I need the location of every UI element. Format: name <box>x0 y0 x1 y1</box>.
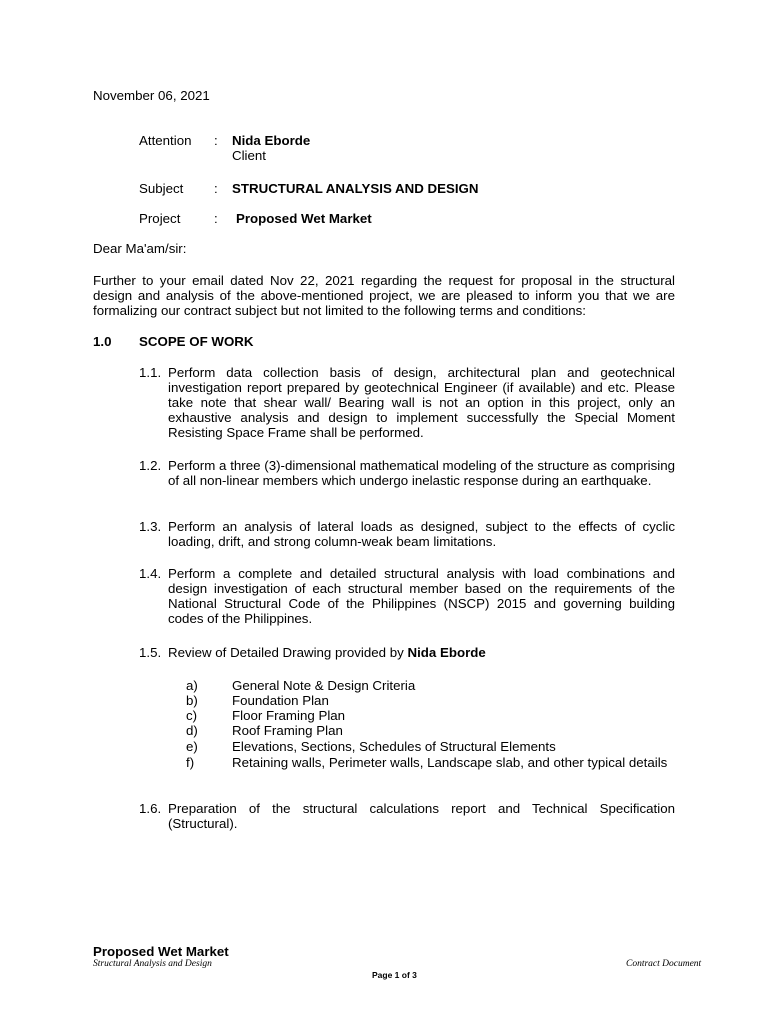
item-number: 1.4. <box>139 566 162 581</box>
subitem-letter: d) <box>186 723 198 738</box>
item-text: Preparation of the structural calculations report and Technical Specification (Structural). <box>168 801 675 831</box>
attention-label: Attention <box>139 133 192 148</box>
item-number: 1.6. <box>139 801 162 816</box>
item-number: 1.1. <box>139 365 162 380</box>
item-number: 1.5. <box>139 645 162 660</box>
salutation: Dear Ma'am/sir: <box>93 241 187 256</box>
footer-project: Proposed Wet Market <box>93 944 229 959</box>
page-number: Page 1 of 3 <box>372 970 417 980</box>
item-text: Perform data collection basis of design, architectural plan and geotechnical investigation report prepared by geotechnical Engineer (if available) and etc. Please take note that shear wall/ Bearing wall is not an option in this project, only an exhaustive analysis and design to implement successfully the Special Moment Resisting Space Frame shall be performed. <box>168 365 675 440</box>
attention-colon: : <box>214 133 218 148</box>
intro-paragraph: Further to your email dated Nov 22, 2021 regarding the request for proposal in the structural design and analysis of the above-mentioned project, we are pleased to inform you that we are formalizing our contract subject but not limited to the following terms and conditions: <box>93 273 675 318</box>
project-value: Proposed Wet Market <box>236 211 372 226</box>
subject-colon: : <box>214 181 218 196</box>
subitem-text: Retaining walls, Perimeter walls, Landscape slab, and other typical details <box>232 755 668 770</box>
subitem-letter: b) <box>186 693 198 708</box>
item-text: Perform a complete and detailed structural analysis with load combinations and design investigation of each structural member based on the requirements of the National Structural Code of the Philippines (NSCP) 2015 and governing building codes of the Philippines. <box>168 566 675 626</box>
section-title: SCOPE OF WORK <box>139 334 254 349</box>
subitem-text: Roof Framing Plan <box>232 723 343 738</box>
item-text: Perform an analysis of lateral loads as designed, subject to the effects of cyclic loading, drift, and strong column-weak beam limitations. <box>168 519 675 549</box>
attention-role: Client <box>232 148 266 163</box>
item-number: 1.3. <box>139 519 162 534</box>
subject-value: STRUCTURAL ANALYSIS AND DESIGN <box>232 181 479 196</box>
subitem-letter: e) <box>186 739 198 754</box>
letter-date: November 06, 2021 <box>93 88 210 103</box>
reviewer-name: Nida Eborde <box>407 645 486 660</box>
subitem-text: Elevations, Sections, Schedules of Structural Elements <box>232 739 556 754</box>
subitem-letter: f) <box>186 755 195 770</box>
item-text-body: Review of Detailed Drawing provided by <box>168 645 404 660</box>
subitem-letter: a) <box>186 678 198 693</box>
project-label: Project <box>139 211 181 226</box>
attention-name: Nida Eborde <box>232 133 311 148</box>
project-colon: : <box>214 211 218 226</box>
item-number: 1.2. <box>139 458 162 473</box>
subitem-text: Foundation Plan <box>232 693 329 708</box>
footer-doc-type: Contract Document <box>626 959 702 969</box>
subitem-letter: c) <box>186 708 198 723</box>
subitem-text: Floor Framing Plan <box>232 708 346 723</box>
section-number: 1.0 <box>93 334 112 349</box>
footer-subtitle: Structural Analysis and Design <box>93 959 212 969</box>
item-text: Perform a three (3)-dimensional mathematical modeling of the structure as comprising of all non-linear members which undergo inelastic response during an earthquake. <box>168 458 675 488</box>
subitem-text: General Note & Design Criteria <box>232 678 416 693</box>
subject-label: Subject <box>139 181 184 196</box>
item-text <box>168 645 675 660</box>
